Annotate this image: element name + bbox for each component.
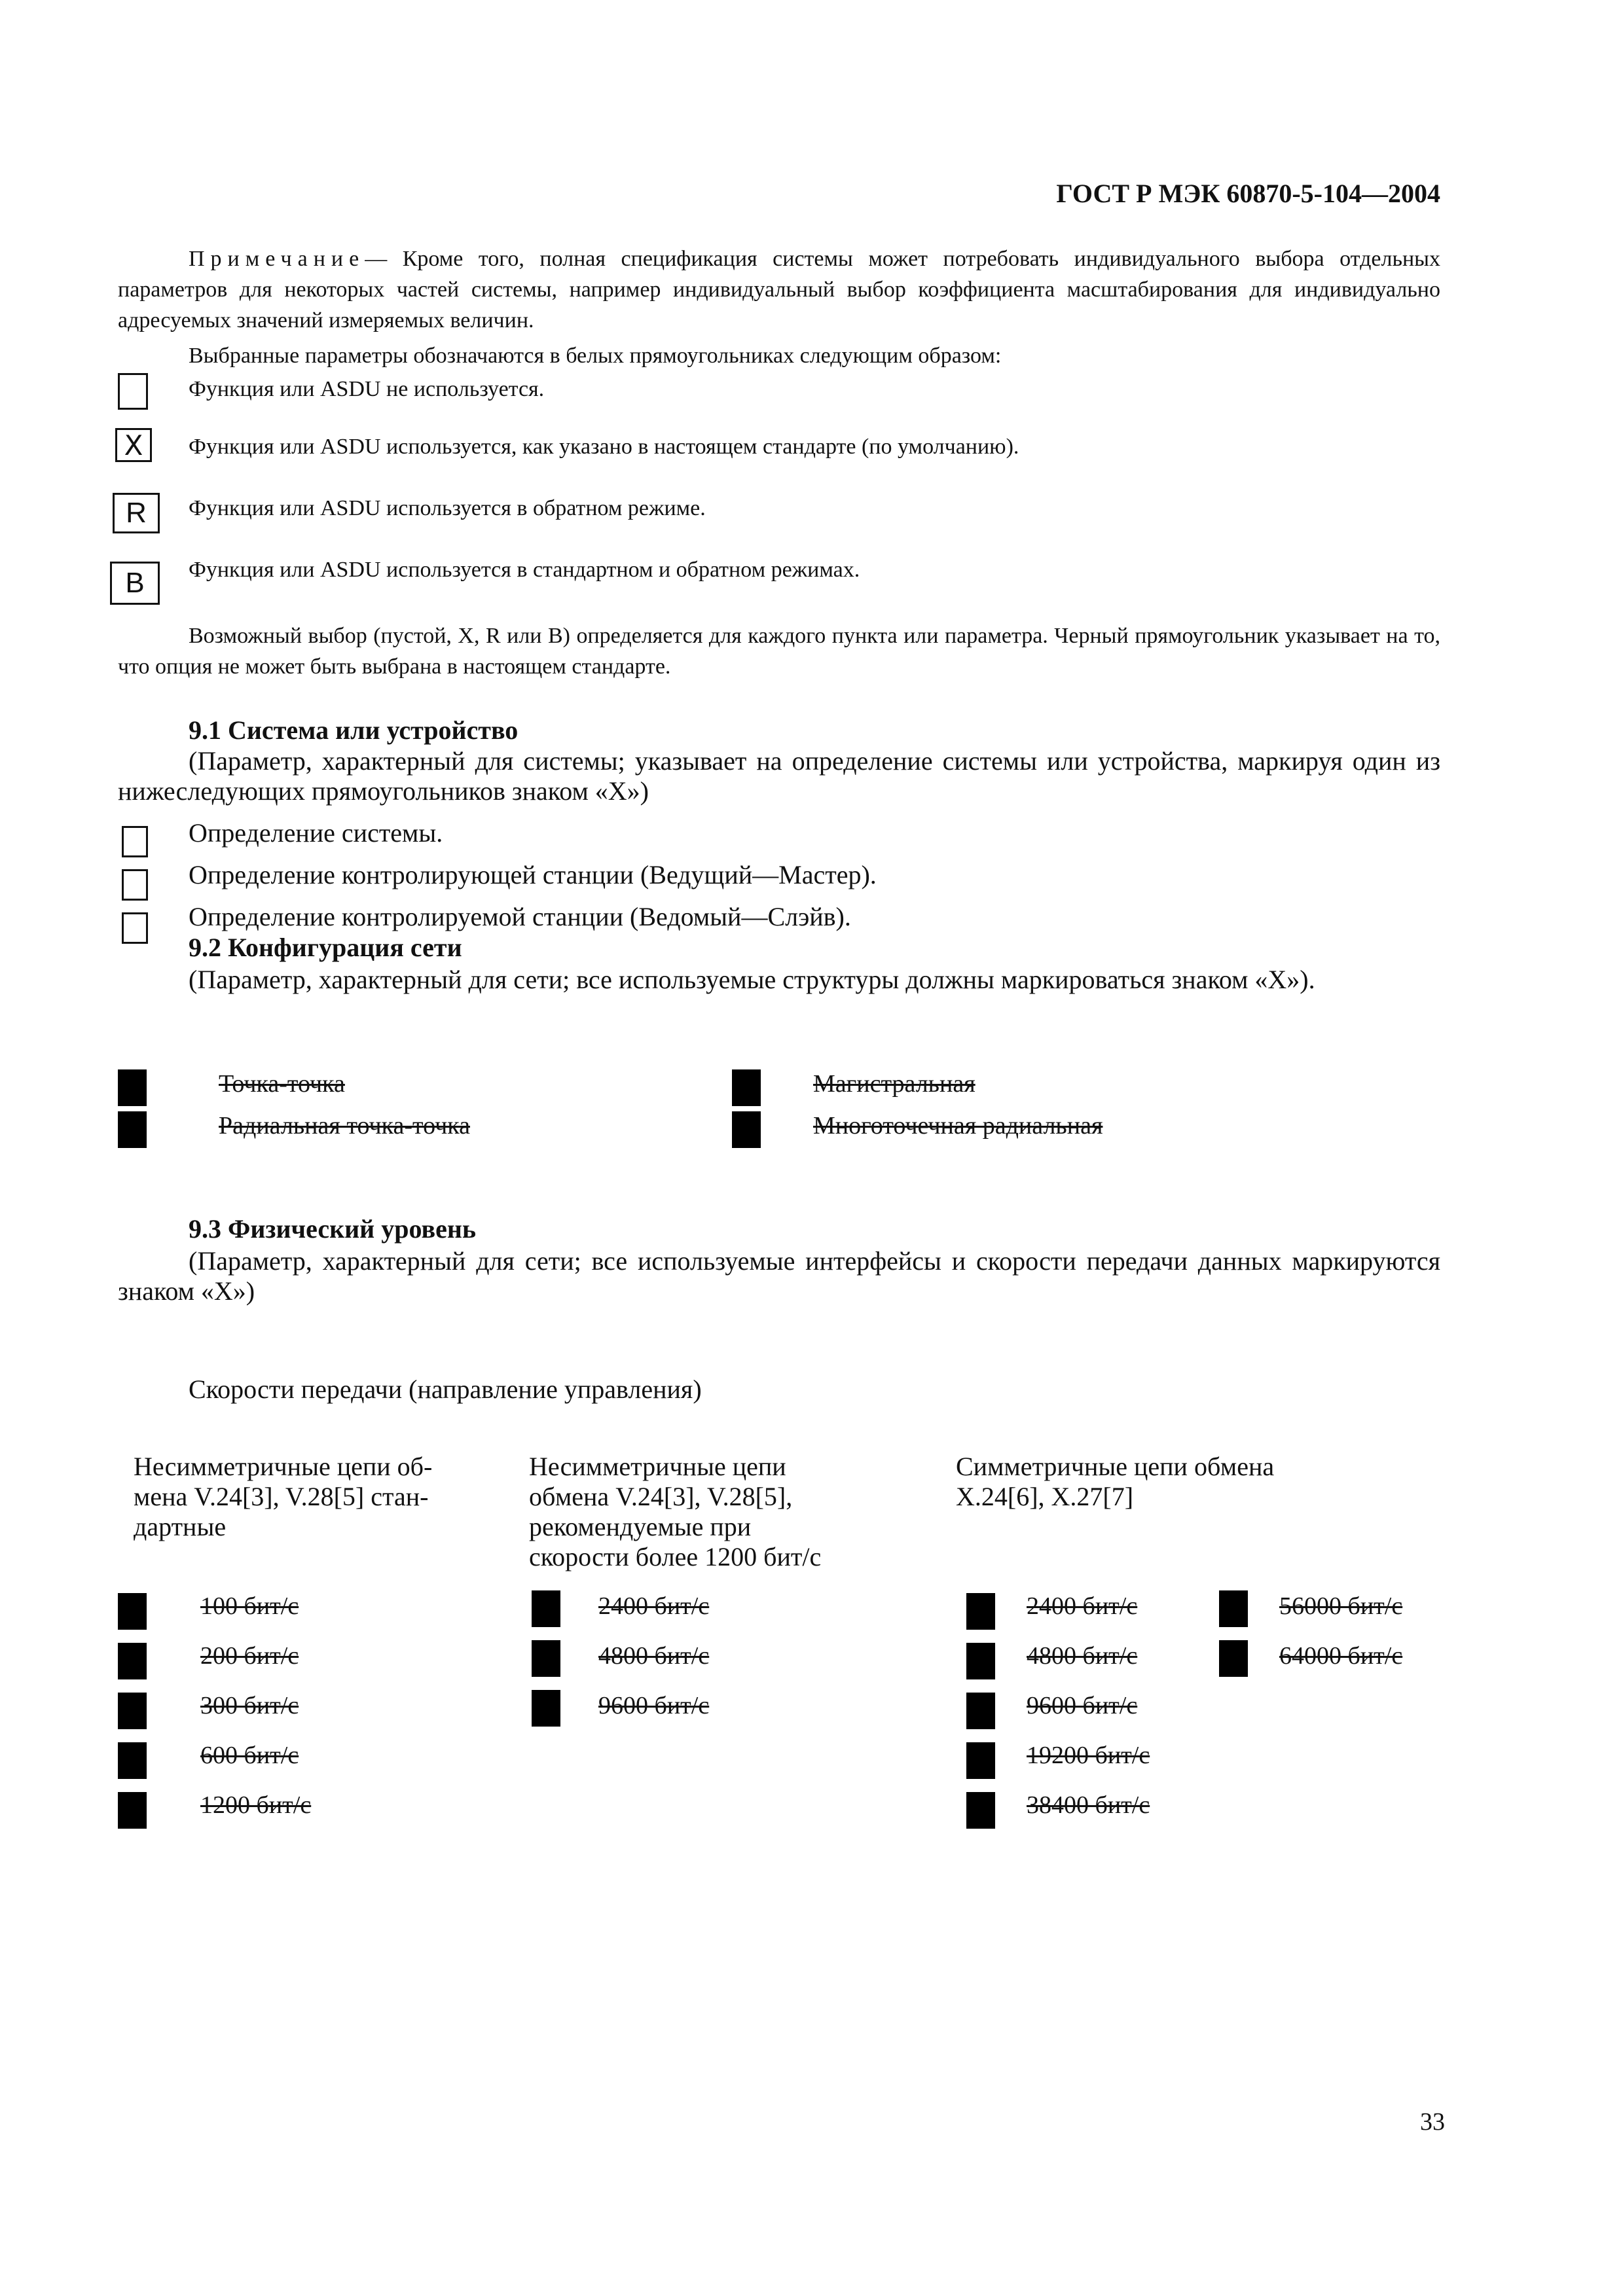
column-head-line: Несимметричные цепи	[529, 1452, 786, 1481]
blocked-box	[966, 1643, 995, 1679]
column-head-line: Симметричные цепи обмена	[956, 1452, 1275, 1481]
section-9-3-title: 9.3 Физический уровень	[189, 1214, 477, 1244]
column-head-line: мена V.24[3], V.28[5] стан-	[134, 1482, 429, 1511]
legend-text-r: Функция или ASDU используется в обратном режиме.	[189, 496, 706, 520]
legend-text-empty: Функция или ASDU не используется.	[189, 377, 545, 401]
section-9-1-title: 9.1 Система или устройство	[189, 715, 519, 745]
legend-b-box: B	[110, 562, 160, 605]
legend-text-x: Функция или ASDU используется, как указано в настоящем стандарте (по умолчанию).	[189, 435, 1019, 459]
speed-option: 2400 бит/с	[598, 1592, 710, 1620]
column-head-line: Несимметричные цепи об-	[134, 1452, 433, 1481]
option-multipoint-radial: Многоточечная радиальная	[813, 1112, 1103, 1139]
option-system: Определение системы.	[189, 818, 443, 848]
speed-option: 1200 бит/с	[200, 1791, 312, 1819]
note-label: Примечание	[189, 247, 365, 271]
note-paragraph	[118, 243, 1440, 336]
blocked-box	[966, 1593, 995, 1630]
blocked-box	[118, 1111, 147, 1148]
speed-option: 38400 бит/с	[1027, 1791, 1150, 1819]
checkbox-controlled-station[interactable]	[122, 912, 148, 944]
blocked-box	[118, 1643, 147, 1679]
section-9-2-desc: (Параметр, характерный для сети; все используемые структуры должны маркироваться знаком «X»).	[189, 965, 1315, 994]
speed-option: 56000 бит/с	[1279, 1592, 1403, 1620]
column-head-unbalanced-standard	[134, 1452, 432, 1542]
speed-option: 2400 бит/с	[1027, 1592, 1138, 1620]
column-head-line: дартные	[134, 1512, 227, 1541]
blocked-box	[118, 1792, 147, 1829]
section-9-1-desc: (Параметр, характерный для системы; указывает на определение системы или устройства, маркируя один из нижеследующих прямоугольников знаком «X»)	[118, 746, 1440, 806]
speeds-title: Скорости передачи (направление управления)	[189, 1374, 702, 1404]
legend-text-b: Функция или ASDU используется в стандартном и обратном режимах.	[189, 558, 860, 582]
speed-option: 4800 бит/с	[1027, 1642, 1138, 1670]
speed-option: 9600 бит/с	[598, 1692, 710, 1719]
column-head-line: рекомендуемые при	[529, 1512, 752, 1541]
option-radial-point-to-point: Радиальная точка-точка	[219, 1112, 470, 1139]
checkbox-controlling-station[interactable]	[122, 869, 148, 901]
legend-empty-box	[118, 373, 148, 410]
speed-option: 19200 бит/с	[1027, 1742, 1150, 1769]
speed-option: 9600 бит/с	[1027, 1692, 1138, 1719]
column-head-line: обмена V.24[3], V.28[5],	[529, 1482, 793, 1511]
speed-option: 100 бит/с	[200, 1592, 299, 1620]
blocked-box	[966, 1693, 995, 1729]
blocked-box	[732, 1111, 761, 1148]
legend-x-box: X	[115, 428, 152, 462]
blocked-box	[118, 1693, 147, 1729]
speed-option: 4800 бит/с	[598, 1642, 710, 1670]
column-head-balanced	[956, 1452, 1274, 1512]
option-point-to-point: Точка-точка	[219, 1070, 345, 1098]
blocked-box	[732, 1069, 761, 1106]
page-number: 33	[1420, 2108, 1445, 2136]
blocked-box	[966, 1742, 995, 1779]
blocked-box	[966, 1792, 995, 1829]
speed-option: 600 бит/с	[200, 1742, 299, 1769]
section-9-2-title: 9.2 Конфигурация сети	[189, 933, 462, 962]
legend-r-box: R	[113, 493, 160, 533]
option-backbone: Магистральная	[813, 1070, 976, 1098]
blocked-box	[118, 1742, 147, 1779]
blocked-box	[118, 1593, 147, 1630]
choice-note: Возможный выбор (пустой, X, R или B) определяется для каждого пункта или параметра. Черный прямоугольник указывает на то, что опция не может быть выбрана в настоящем стандарте.	[118, 624, 1440, 679]
column-head-line: скорости более 1200 бит/с	[529, 1542, 822, 1571]
speed-option: 300 бит/с	[200, 1692, 299, 1719]
speed-option: 64000 бит/с	[1279, 1642, 1403, 1670]
blocked-box	[118, 1069, 147, 1106]
speed-option: 200 бит/с	[200, 1642, 299, 1670]
option-controlled-station: Определение контролируемой станции (Ведомый—Слэйв).	[189, 902, 851, 931]
column-head-unbalanced-recommended	[529, 1452, 821, 1572]
blocked-box	[532, 1640, 560, 1677]
legend-intro: Выбранные параметры обозначаются в белых прямоугольниках следующим образом:	[189, 344, 1002, 368]
blocked-box	[1219, 1590, 1248, 1627]
checkbox-system[interactable]	[122, 826, 148, 857]
note-text: — Кроме того, полная спецификация системы может потребовать индивидуального выбора отдельных параметров для некоторых частей системы, например индивидуальный выбор коэффициента масштабирования для индивидуально адресуемых значений измеряемых величин.	[118, 247, 1440, 332]
column-head-line: X.24[6], X.27[7]	[956, 1482, 1134, 1511]
blocked-box	[532, 1590, 560, 1627]
blocked-box	[532, 1690, 560, 1727]
section-9-3-desc: (Параметр, характерный для сети; все используемые интерфейсы и скорости передачи данных маркируются знаком «X»)	[118, 1246, 1440, 1306]
blocked-box	[1219, 1640, 1248, 1677]
document-header: ГОСТ Р МЭК 60870-5-104—2004	[1056, 179, 1440, 208]
option-controlling-station: Определение контролирующей станции (Ведущий—Мастер).	[189, 860, 877, 889]
